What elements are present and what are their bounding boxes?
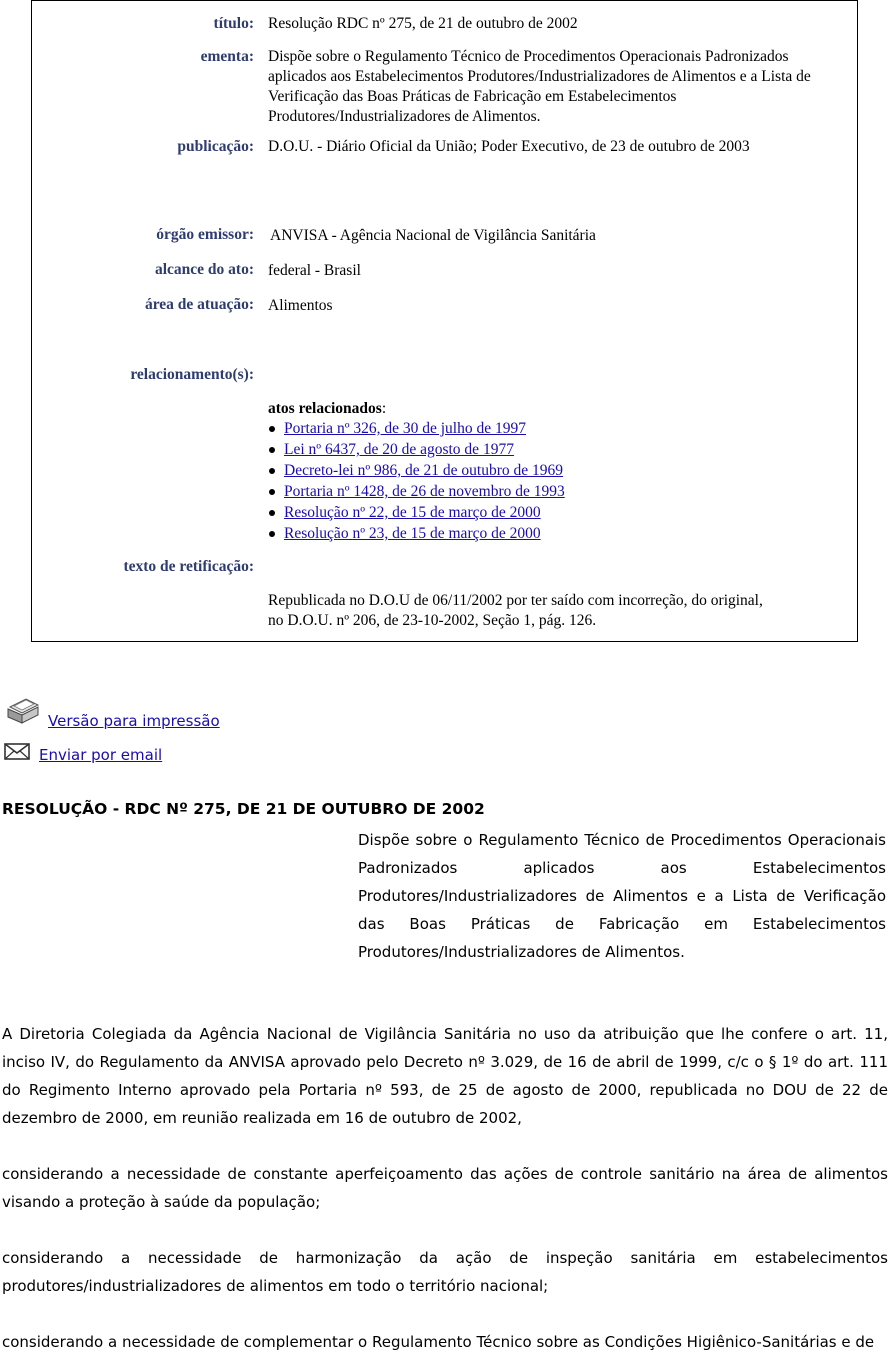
envelope-icon[interactable]: [4, 742, 30, 762]
orgao-emissor-label: órgão emissor:: [156, 226, 254, 243]
ato-item: [268, 524, 828, 545]
ato-link-lei-6437[interactable]: Lei nº 6437, de 20 de agosto de 1977: [284, 441, 514, 458]
ato-link-resolucao-22[interactable]: Resolução nº 22, de 15 de março de 2000: [284, 504, 541, 521]
considerando-paragraph: considerando a necessidade de harmonização da ação de inspeção sanitária em estabelecimentos produtores/industrializadores de alimentos em todo o território nacional;: [2, 1249, 888, 1295]
ato-link-portaria-1428[interactable]: Portaria nº 1428, de 26 de novembro de 1993: [284, 483, 565, 500]
relacionamentos-label: relacionamento(s):: [130, 366, 254, 383]
ementa-label: ementa:: [200, 48, 254, 65]
alcance-value: federal - Brasil: [268, 262, 361, 279]
orgao-emissor-value: ANVISA - Agência Nacional de Vigilância Sanitária: [270, 227, 596, 244]
email-action: [4, 740, 162, 764]
ato-item: [268, 419, 828, 440]
print-action: [4, 690, 220, 730]
email-link[interactable]: Enviar por email: [39, 746, 163, 764]
ato-link-resolucao-23[interactable]: Resolução nº 23, de 15 de março de 2000: [284, 525, 541, 542]
ato-link-decreto-lei-986[interactable]: Decreto-lei nº 986, de 21 de outubro de 1969: [284, 462, 563, 479]
ato-item: [268, 482, 828, 503]
considerando-paragraph: considerando a necessidade de complementar o Regulamento Técnico sobre as Condições Higiênico-Sanitárias e de: [2, 1333, 875, 1351]
publicacao-label: publicação:: [177, 138, 254, 155]
document-ementa: Dispõe sobre o Regulamento Técnico de Procedimentos Operacionais Padronizados aplicados aos Estabelecimentos Produtores/Industrializadores de Alimentos e a Lista de Verificação das Boas Práticas de Fabricação em Estabelecimentos Produtores/Industrializadores de Alimentos.: [358, 831, 886, 961]
metadata-box: [31, 0, 858, 642]
publicacao-value: D.O.U. - Diário Oficial da União; Poder Executivo, de 23 de outubro de 2003: [268, 138, 750, 155]
ementa-value: Dispõe sobre o Regulamento Técnico de Procedimentos Operacionais Padronizados aplicados aos Estabelecimentos Produtores/Industrializadores de Alimentos e a Lista de Verificação das Boas Práticas de Fabricação em Estabelecimentos Produtores/Industrializadores de Alimentos.: [268, 48, 811, 125]
preamble-paragraph: A Diretoria Colegiada da Agência Nacional de Vigilância Sanitária no uso da atribuição que lhe confere o art. 11, inciso IV, do Regulamento da ANVISA aprovado pelo Decreto nº 3.029, de 16 de abril de 1999, c/c o § 1º do art. 111 do Regimento Interno aprovado pela Portaria nº 593, de 25 de agosto de 2000, republicada no DOU de 22 de dezembro de 2000, em reunião realizada em 16 de outubro de 2002,: [2, 1025, 888, 1127]
retificacao-label: texto de retificação:: [123, 558, 254, 575]
document-title: RESOLUÇÃO - RDC Nº 275, DE 21 DE OUTUBRO DE 2002: [2, 800, 485, 818]
considerando-paragraph: considerando a necessidade de constante aperfeiçoamento das ações de controle sanitário na área de alimentos visando a proteção à saúde da população;: [2, 1165, 888, 1211]
titulo-value: Resolução RDC nº 275, de 21 de outubro de 2002: [268, 15, 578, 32]
ato-item: [268, 503, 828, 524]
area-atuacao-value: Alimentos: [268, 297, 333, 314]
titulo-label: título:: [213, 15, 254, 32]
ato-item: [268, 461, 828, 482]
ato-item: [268, 440, 828, 461]
print-version-link[interactable]: Versão para impressão: [48, 712, 220, 730]
retificacao-value: Republicada no D.O.U de 06/11/2002 por ter saído com incorreção, do original, no D.O.U. nº 206, de 23-10-2002, Seção 1, pág. 126.: [268, 592, 763, 629]
atos-relacionados-heading: [268, 399, 828, 419]
area-atuacao-label: área de atuação:: [144, 296, 254, 313]
printer-icon[interactable]: [4, 695, 42, 725]
alcance-label: alcance do ato:: [154, 261, 254, 278]
atos-relacionados-colon: :: [381, 400, 387, 417]
atos-relacionados-label: atos relacionados: [268, 400, 382, 417]
atos-relacionados-list: [268, 419, 828, 545]
ato-link-portaria-326[interactable]: Portaria nº 326, de 30 de julho de 1997: [284, 420, 526, 437]
